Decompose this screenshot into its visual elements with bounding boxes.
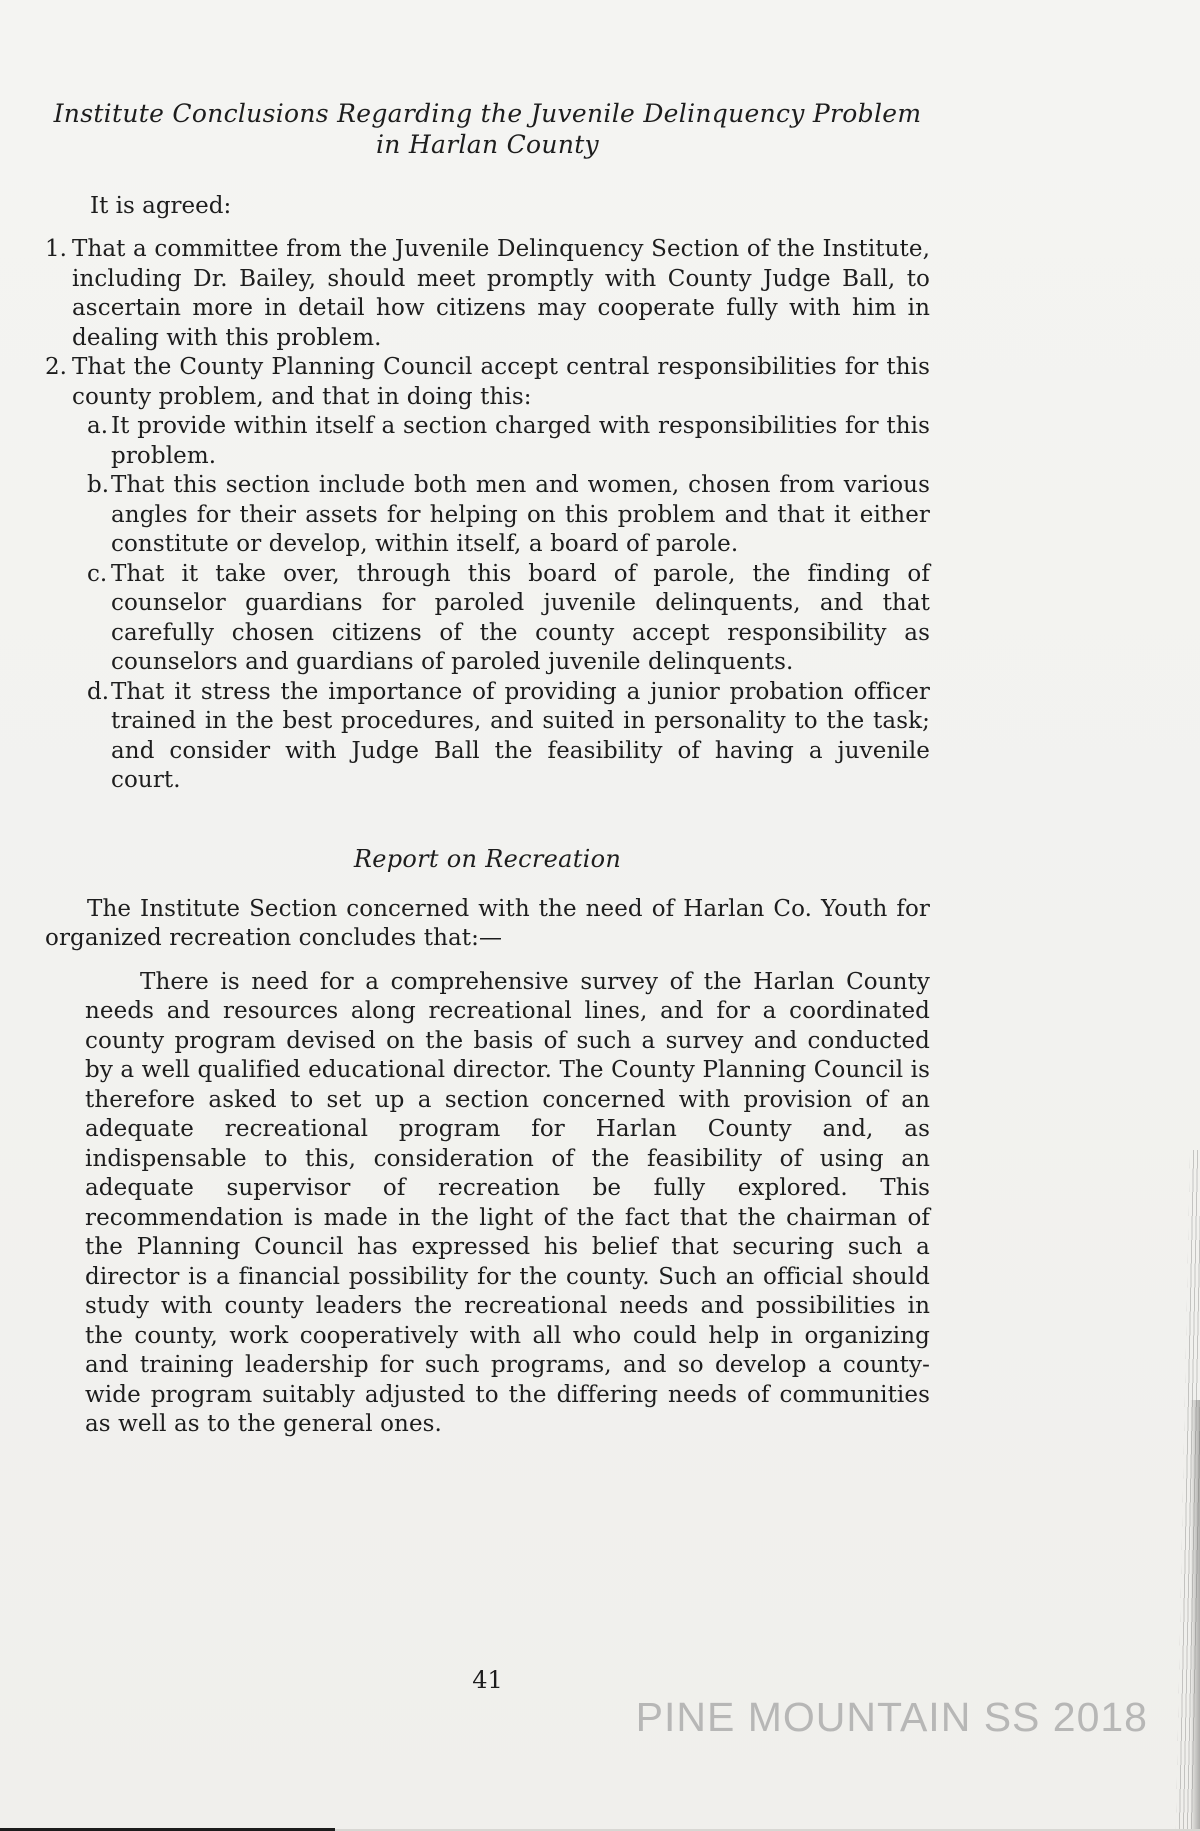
list-item-text: That a committee from the Juvenile Delinquency Section of the Institute, including Dr. Bailey, should meet promptly with County Judge Ball, to ascertain more in detail how citizens may cooperate fully with him in dealing with this problem.	[72, 236, 930, 351]
list-item	[45, 353, 930, 412]
list-item-number: 1.	[45, 236, 67, 262]
sub-list-item	[87, 412, 930, 471]
sub-list-item-letter: a.	[87, 413, 109, 439]
agreement-sublist	[87, 412, 930, 796]
sub-list-item-letter: b.	[87, 472, 110, 498]
sub-list-item-text: That this section include both men and women, chosen from various angles for their assets for helping on this problem and that it either constitute or develop, within itself, a board of parole.	[111, 472, 930, 557]
watermark-text: PINE MOUNTAIN SS 2018	[635, 1694, 1148, 1740]
page-content	[45, 0, 930, 1695]
book-page-edge-shadow	[1190, 1400, 1200, 1831]
sub-list-item	[87, 678, 930, 796]
sub-list-item-text: That it stress the importance of providing a junior probation officer trained in the best procedures, and suited in personality to the task; and consider with Judge Ball the feasibility of having a juvenile court.	[111, 678, 930, 793]
document-title	[45, 98, 930, 160]
recreation-heading: Report on Recreation	[353, 844, 622, 873]
list-item	[45, 235, 930, 353]
sub-list-item	[87, 560, 930, 678]
sub-list-item-text: That it take over, through this board of parole, the finding of counselor guardians for paroled juvenile delinquents, and that carefully chosen citizens of the county accept responsibility as counselors and guardians of paroled juvenile delinquents.	[111, 560, 930, 675]
sub-list-item-letter: c.	[87, 560, 108, 587]
list-item-number: 2.	[45, 354, 67, 380]
document-title-line1: Institute Conclusions Regarding the Juvenile Delinquency Problem	[53, 99, 922, 128]
agreement-list	[45, 235, 930, 796]
recreation-paragraph-lead: The Institute Section concerned with the need of Harlan Co. Youth for organized recreation concludes that:—	[45, 895, 930, 951]
recreation-paragraph-body: There is need for a comprehensive survey of the Harlan County needs and resources along recreational lines, and for a coordinated county program devised on the basis of such a survey and conducted by a well qualified educational director. The County Planning Council is therefore asked to set up a section concerned with provision of an adequate recreational program for Harlan County and, as indispensable to this, consideration of the feasibility of using an adequate supervisor of recreation be fully explored. This recommendation is made in the light of the fact that the chairman of the Planning Council has expressed his belief that securing such a director is a financial possibility for the county. Such an official should study with county leaders the recreational needs and possibilities in the county, work cooperatively with all who could help in organizing and training leadership for such programs, and so develop a county-wide program suitably adjusted to the differing needs of communities as well as to the general ones.	[85, 968, 930, 1437]
sub-list-item-letter: d.	[87, 678, 110, 705]
list-item-text: That the County Planning Council accept central responsibilities for this county problem, and that in doing this:	[72, 354, 930, 410]
sub-list-item-text: It provide within itself a section charged with responsibilities for this problem.	[111, 413, 930, 469]
document-title-line2: in Harlan County	[375, 130, 599, 159]
sub-list-item	[87, 471, 930, 560]
agreement-intro: It is agreed:	[90, 193, 232, 219]
page-number: 41	[472, 1665, 503, 1694]
